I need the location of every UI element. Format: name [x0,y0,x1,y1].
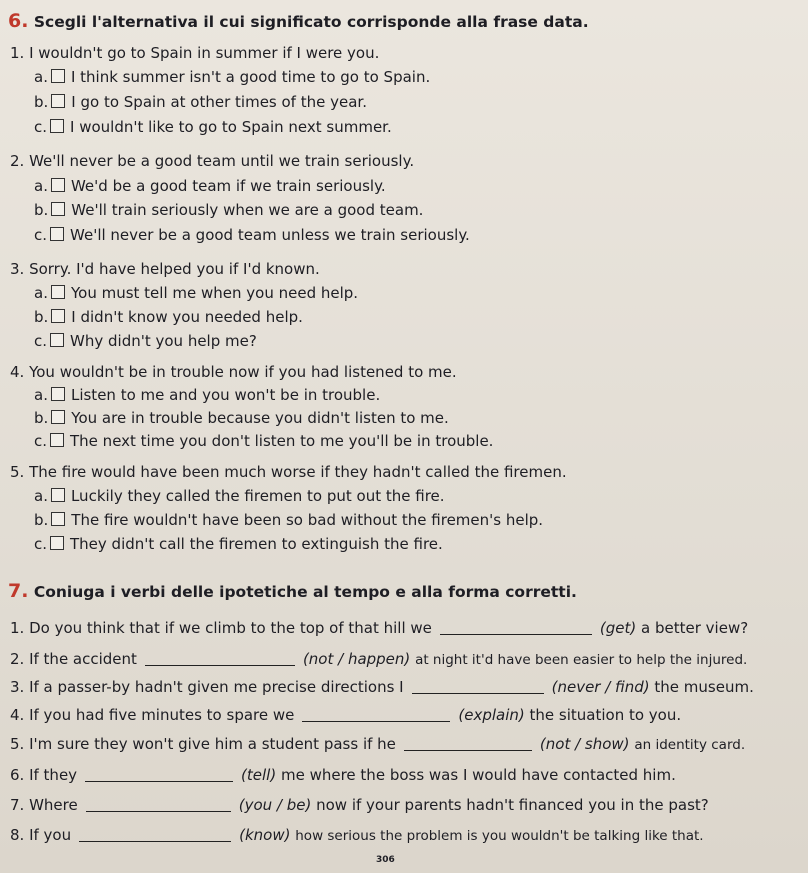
checkbox[interactable] [51,202,65,216]
option-letter: a. [34,177,48,195]
option-text: I didn't know you needed help. [71,308,303,326]
fill-item [10,735,745,753]
checkbox[interactable] [50,333,64,347]
option-item[interactable] [34,386,380,404]
question-prompt: 2. We'll never be a good team until we train seriously. [10,152,415,170]
fill-item [10,766,676,784]
answer-blank[interactable] [86,797,231,812]
checkbox[interactable] [51,309,65,323]
verb-hint: (get) [599,619,637,637]
option-item[interactable] [34,177,386,195]
option-item[interactable] [34,409,449,427]
option-text: I think summer isn't a good time to go to Spain. [70,68,431,86]
item-text-after: how serious the problem is you wouldn't be talking like that. [295,828,704,844]
option-letter: a. [34,386,48,404]
option-letter: c. [34,535,48,553]
option-text: We'll train seriously when we are a good team. [71,201,424,219]
option-text: The next time you don't listen to me you'll be in trouble. [70,432,494,450]
answer-blank[interactable] [145,651,295,666]
item-text-before: 3. If a passer-by hadn't given me precise directions I [10,678,404,696]
exercise-7-number: 7. [8,580,29,602]
item-text-before: 7. Where [10,796,78,814]
item-text-before: 8. If you [10,826,72,844]
exercise-7-instruction-highlight: ipotetiche [219,583,308,601]
option-letter: b. [34,308,49,326]
verb-hint: (not / happen) [302,650,411,668]
checkbox[interactable] [51,94,65,108]
verb-hint: (you / be) [238,796,312,814]
exercise-7-instruction-pre: Coniuga i verbi delle [33,583,220,601]
option-item[interactable] [34,432,493,450]
question-prompt: 1. I wouldn't go to Spain in summer if I were you. [10,44,380,62]
option-item[interactable] [34,511,543,529]
question-prompt: 4. You wouldn't be in trouble now if you had listened to me. [10,363,457,381]
option-text: We'll never be a good team unless we train seriously. [70,226,470,244]
verb-hint: (explain) [458,706,525,724]
fill-item [10,619,748,637]
answer-blank[interactable] [79,827,231,842]
item-text-after: the museum. [654,678,754,696]
exercise-6-number: 6. [8,10,29,32]
option-letter: b. [34,409,49,427]
item-text-after: at night it'd have been easier to help the injured. [415,652,748,668]
option-text: We'd be a good team if we train seriously. [70,177,386,195]
checkbox[interactable] [50,433,64,447]
option-letter: c. [34,118,48,136]
question-prompt: 3. Sorry. I'd have helped you if I'd known. [10,260,320,278]
item-text-before: 1. Do you think that if we climb to the top of that hill we [10,619,432,637]
option-letter: a. [34,68,48,86]
option-letter: c. [34,226,48,244]
verb-hint: (never / find) [551,678,650,696]
checkbox[interactable] [51,512,65,526]
item-text-after: an identity card. [634,737,746,753]
option-item[interactable] [34,201,423,219]
item-text-before: 2. If the accident [10,650,137,668]
item-text-after: now if your parents hadn't financed you in the past? [316,796,709,814]
item-text-before: 6. If they [10,766,78,784]
option-letter: a. [34,284,48,302]
option-text: They didn't call the firemen to extinguish the fire. [70,535,443,553]
option-item[interactable] [34,226,470,244]
checkbox[interactable] [51,488,65,502]
exercise-6-instruction: Scegli l'alternativa il cui significato corrisponde alla frase data. [33,13,589,31]
page-number: 306 [376,855,395,865]
item-text-after: me where the boss was I would have contacted him. [280,766,676,784]
verb-hint: (not / show) [539,735,630,753]
item-text-before: 4. If you had five minutes to spare we [10,706,295,724]
option-item[interactable] [34,535,443,553]
option-item[interactable] [34,284,358,302]
checkbox[interactable] [51,69,65,83]
checkbox[interactable] [50,119,64,133]
exercise-7-instruction-post: al tempo e alla forma corretti. [307,583,577,601]
answer-blank[interactable] [85,767,233,782]
checkbox[interactable] [50,536,64,550]
checkbox[interactable] [51,387,65,401]
option-text: I wouldn't like to go to Spain next summer. [70,118,392,136]
checkbox[interactable] [51,285,65,299]
verb-hint: (tell) [241,766,277,784]
option-letter: b. [34,511,49,529]
option-item[interactable] [34,93,367,111]
fill-item [10,706,681,724]
fill-item [10,796,709,814]
option-letter: c. [34,432,48,450]
option-item[interactable] [34,118,392,136]
answer-blank[interactable] [404,736,532,751]
checkbox[interactable] [50,227,64,241]
answer-blank[interactable] [412,679,544,694]
item-text-after: the situation to you. [529,706,682,724]
option-text: Luckily they called the firemen to put out the fire. [70,487,445,505]
exercise-7-title [8,580,577,602]
option-item[interactable] [34,68,430,86]
option-text: The fire wouldn't have been so bad without the firemen's help. [71,511,544,529]
option-text: You must tell me when you need help. [70,284,359,302]
fill-item [10,650,747,668]
option-text: Listen to me and you won't be in trouble. [70,386,381,404]
verb-hint: (know) [239,826,291,844]
option-item[interactable] [34,332,257,350]
checkbox[interactable] [51,178,65,192]
option-item[interactable] [34,308,303,326]
fill-item [10,826,704,844]
exercise-6-title [8,10,589,32]
option-letter: b. [34,201,49,219]
option-letter: a. [34,487,48,505]
checkbox[interactable] [51,410,65,424]
option-letter: b. [34,93,49,111]
option-letter: c. [34,332,48,350]
fill-item [10,678,754,696]
answer-blank[interactable] [302,707,450,722]
option-text: You are in trouble because you didn't listen to me. [71,409,449,427]
item-text-after: a better view? [641,619,749,637]
option-text: I go to Spain at other times of the year. [71,93,367,111]
question-prompt: 5. The fire would have been much worse if they hadn't called the firemen. [10,463,567,481]
item-text-before: 5. I'm sure they won't give him a student pass if he [10,735,396,753]
answer-blank[interactable] [440,620,592,635]
option-text: Why didn't you help me? [70,332,257,350]
option-item[interactable] [34,487,445,505]
